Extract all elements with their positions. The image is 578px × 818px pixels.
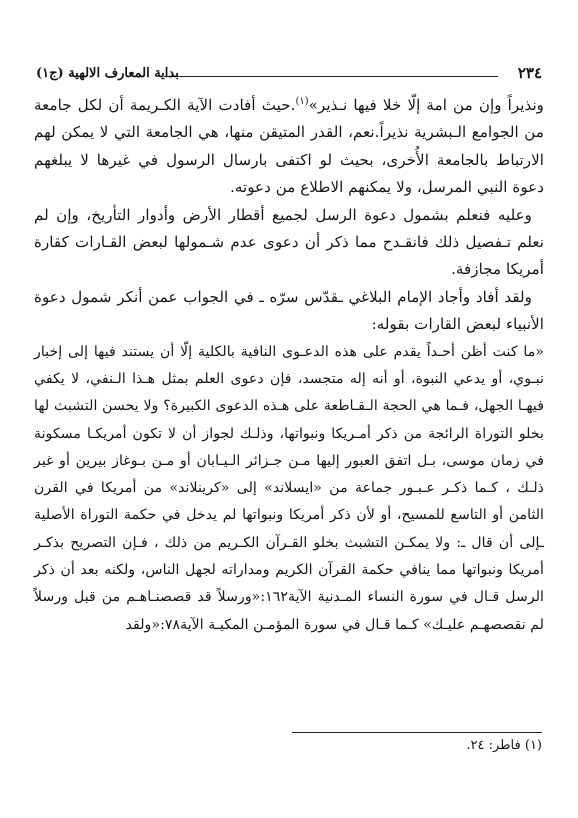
page-header [36,64,542,86]
paragraph-2: وعليه فنعلم بشمول دعوة الرسل لجميع أقطار الأرض وأدوار التأريخ، وإن لم نعلم تـفصيل ذلك فانقـدح مما ذكر أن دعوى عدم شـمولها لبعض القـارات كقارة أمريكا مجازفة. [34,205,544,279]
paragraph-1-continuation: .حيث أفادت الآية الكـريمة أن لكل جامعة من الجوامع الـبشرية نذيراً.نعم، القدر المتيقن منها، هي الجامعة التي لا يمكن لهم الارتباط بالجامعة الأُخرى، بحيث لو اكتفى بارسال الرسول في غيرها لا يبلغهم دعوة النبي المرسل، ولا يمكنهم الاطلاع من دعوته. [34,96,544,197]
page-number: ٢٣٤ [517,64,542,82]
paragraph-1-text: ونذيراً وإن من امة إلّا خلا فيها نـذير» [308,96,545,114]
quotation-paragraph: «ما كنت أظن أحـداً يقدم على هذه الدعـوى النافية بالكلية إلّا أن يستند فيها إلى إخبار نبـوي، أو يدعي النبوة، أو أنه إله متجسد، فإن دعوى العلم بمثل هـذا الـنفي، لا يكفي فيهـا الجهل، فـما هي الحجة الـقـاطعة على هـذه الدعوى الكبيرة؟ ولا يحسن التشبث لها بخلو التوراة الرائجة من ذكر أمـريكا ونبواتها، وذلـك لجواز أن لا تكون أمريكـا مسكونة في زمان موسى، بـل اتفق العبور إليها مـن جـزائر الـيـابان أو مـن بـوغاز بيرين أو غير ذلـك ، كـما ذكـر عـبـور جماعة من «ايسلاند» إلى «كرينلاند» من أمريكا في القرن الثامن أو التاسع للمسيح، أو لأن ذكر أمريكا ونبواتها لم يدخل في حكمة التوراة الأصلية ـإلى أن قال ـ: ولا يمكـن التشبث بخلو القـرآن الكـريم من ذلك ، فـإن التصريح بذكـر أمريكا ونبواتها مما ينافي حكمة القرآن الكريم ومداراته لجهل الناس، ولكنه بعد أن ذكر الرسل قـال في سورة النساء المـدنية الآية١٦٢:«ورسلاً قد قصصنـاهـم من قبل ورسلاً لم نقصصهـم عليـك» كـما قـال في سورة المؤمـن المكيـة الآية٧٨:«ولقد [34,343,544,633]
footnote-ref: (١) [295,95,309,107]
header-rule [164,76,498,77]
footnote: (١) فاطر: ٢٤. [466,738,542,753]
paragraph-1 [34,92,544,202]
footnote-separator [292,732,542,733]
running-title: بداية المعارف الالهية (ج١) [36,66,179,81]
page-body [34,92,544,639]
paragraph-3: ولقد أفاد وأجاد الإمام البلاغي ـقدّس سرّه ـ في الجواب عمن أنكر شمول دعوة الأنبياء لبعض القارات بقوله: [34,287,544,334]
